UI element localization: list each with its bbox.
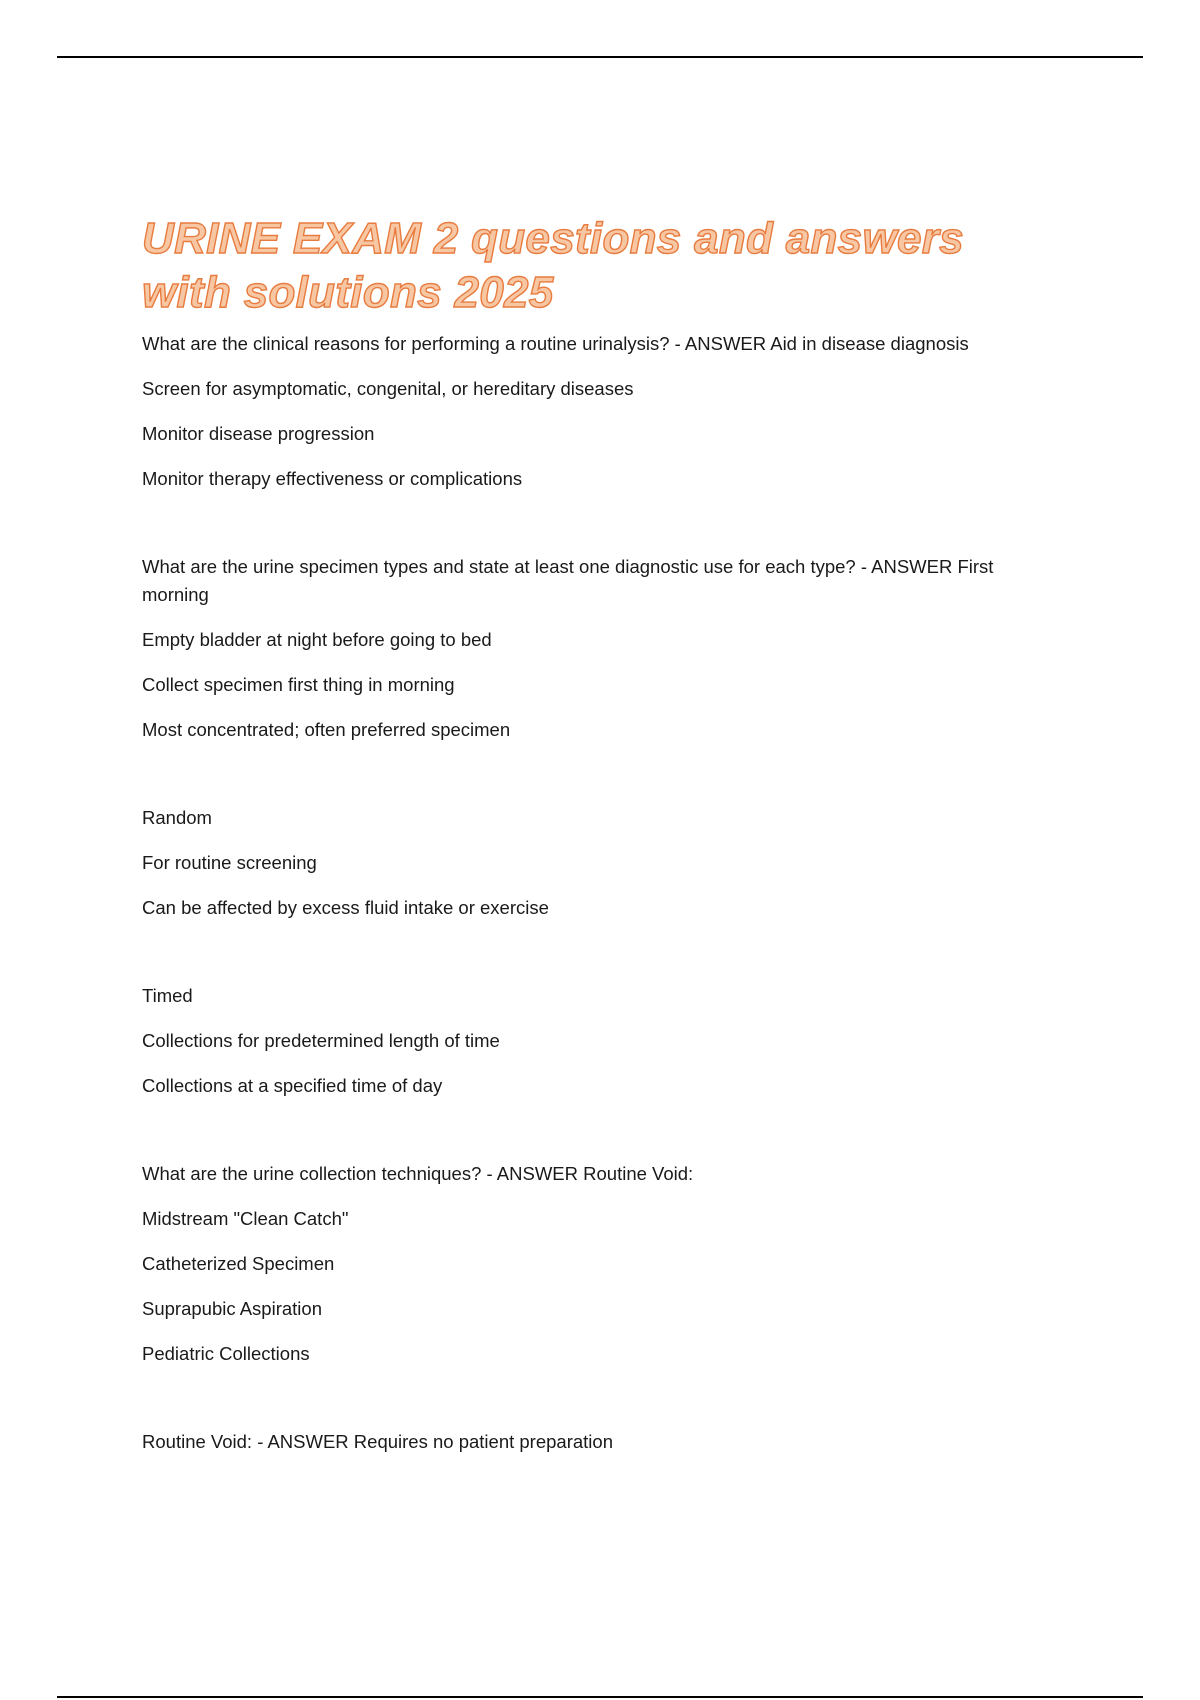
answer-line: Catheterized Specimen xyxy=(142,1253,335,1274)
paragraph-spacer xyxy=(142,510,1062,553)
answer-line: Random xyxy=(142,807,212,828)
question-line: Routine Void: - ANSWER Requires no patient preparation xyxy=(142,1431,613,1452)
question-line: What are the clinical reasons for performing a routine urinalysis? - ANSWER Aid in disease diagnosis xyxy=(142,333,969,354)
question-line: What are the urine specimen types and state at least one diagnostic use for each type? - ANSWER First morning xyxy=(142,556,994,605)
footer-rule xyxy=(57,1696,1143,1698)
answer-line: Collections at a specified time of day xyxy=(142,1075,443,1096)
answer-line: Collect specimen first thing in morning xyxy=(142,674,455,695)
paragraph-spacer xyxy=(142,939,1062,982)
answer-line: Timed xyxy=(142,985,193,1006)
answer-line: Suprapubic Aspiration xyxy=(142,1298,322,1319)
answer-line: Screen for asymptomatic, congenital, or hereditary diseases xyxy=(142,378,634,399)
question-line: What are the urine collection techniques? - ANSWER Routine Void: xyxy=(142,1163,694,1184)
answer-line: Collections for predetermined length of time xyxy=(142,1030,500,1051)
answer-line: Most concentrated; often preferred specimen xyxy=(142,719,511,740)
document-title: URINE EXAM 2 questions and answers with solutions 2025 xyxy=(142,214,964,317)
answer-line: Empty bladder at night before going to bed xyxy=(142,629,492,650)
answer-line: Midstream "Clean Catch" xyxy=(142,1208,349,1229)
paragraph-spacer xyxy=(142,761,1062,804)
answer-line: Monitor therapy effectiveness or complications xyxy=(142,468,523,489)
answer-line: Monitor disease progression xyxy=(142,423,375,444)
paragraph-spacer xyxy=(142,1385,1062,1428)
answer-line: For routine screening xyxy=(142,852,317,873)
paragraph-spacer xyxy=(142,1117,1062,1160)
answer-line: Can be affected by excess fluid intake or exercise xyxy=(142,897,549,918)
answer-line: Pediatric Collections xyxy=(142,1343,310,1364)
header-rule xyxy=(57,56,1143,58)
document-body xyxy=(142,212,1062,1473)
